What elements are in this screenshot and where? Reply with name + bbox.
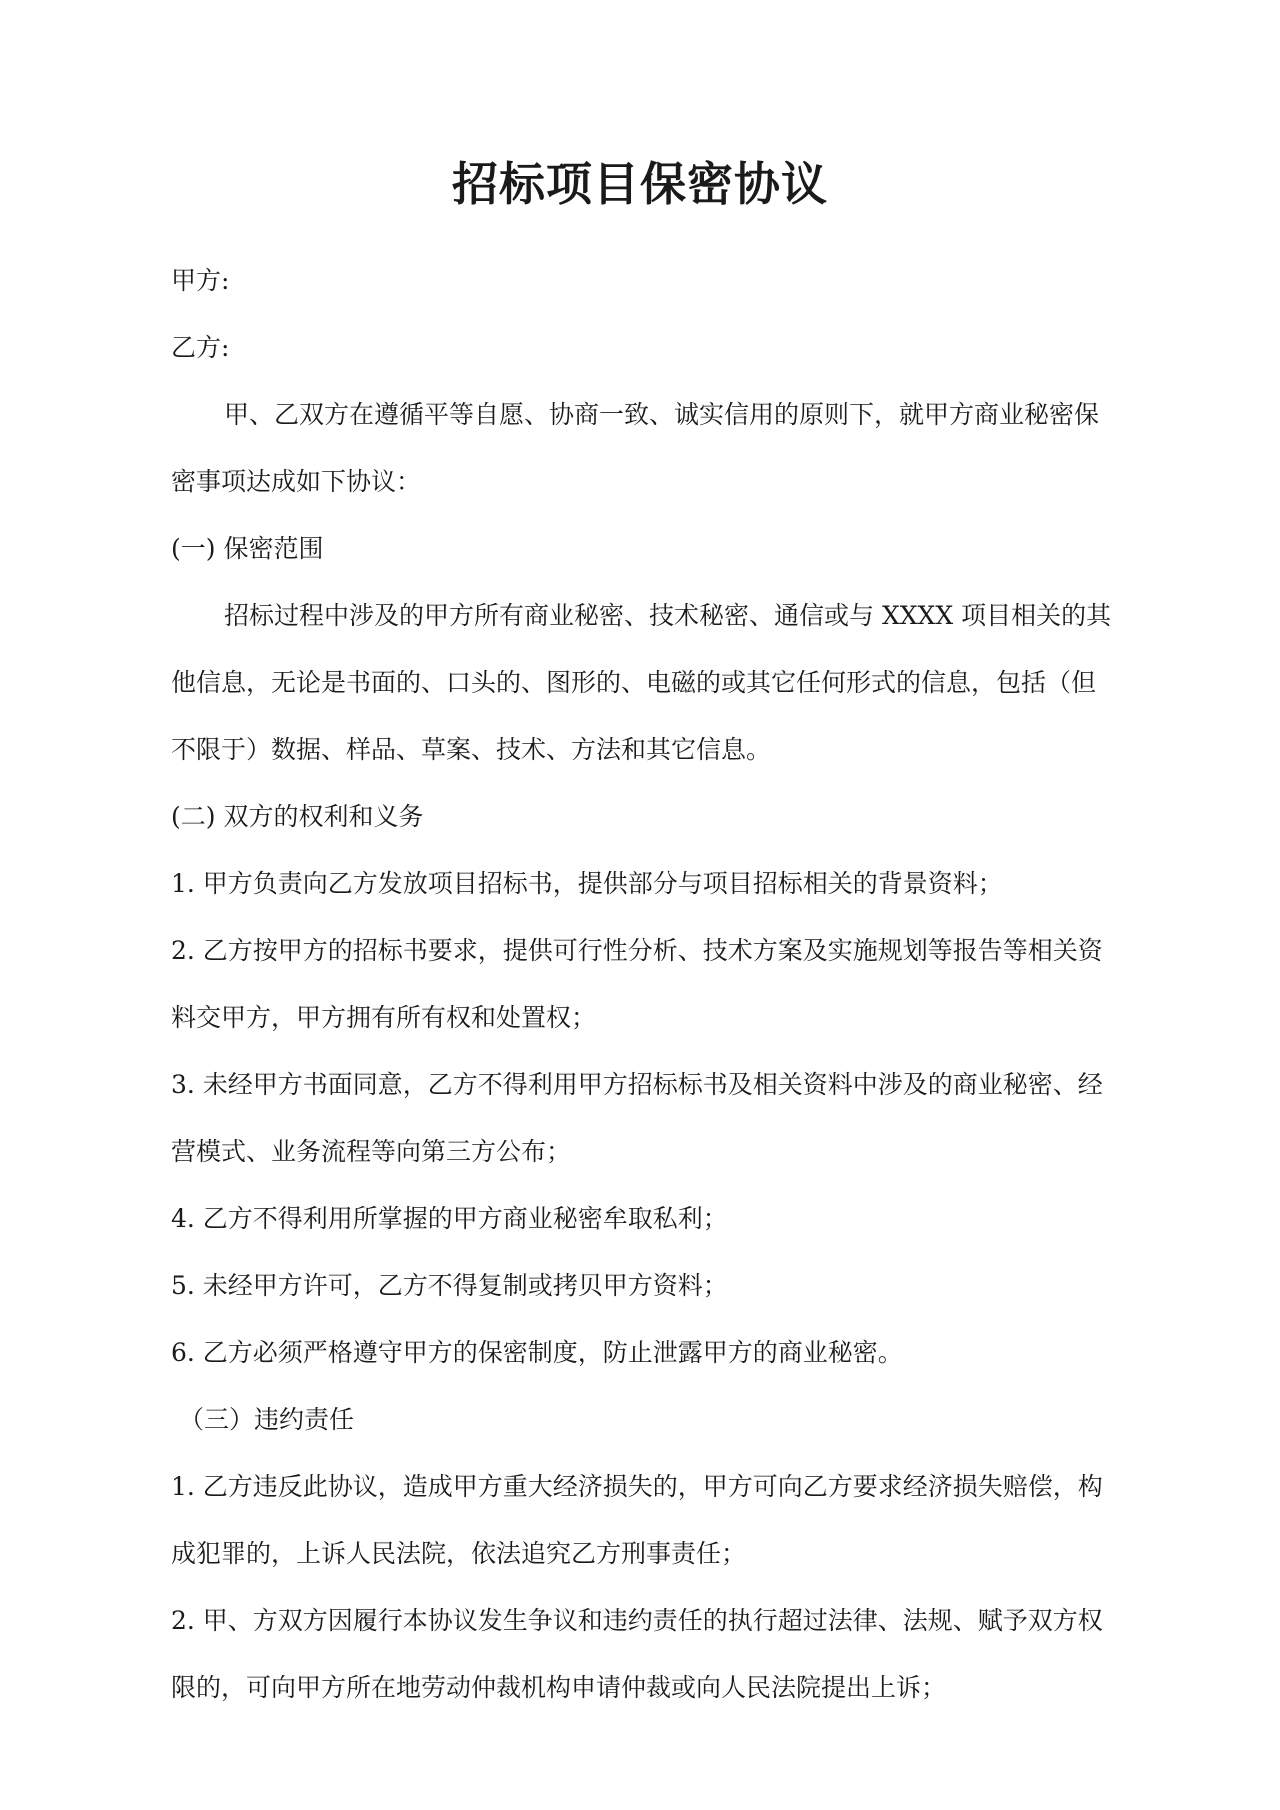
section-3-item-1-line-2: 成犯罪的，上诉人民法院，依法追究乙方刑事责任；: [171, 1539, 747, 1568]
preamble-line-2: 密事项达成如下协议：: [171, 467, 422, 496]
section-1-line-3: 不限于）数据、样品、草案、技术、方法和其它信息。: [171, 735, 772, 764]
section-3-item-2-line-1: 2. 甲、方双方因履行本协议发生争议和违约责任的执行超过法律、法规、赋予双方权: [171, 1606, 1103, 1635]
section-3-item-2-line-2: 限的，可向甲方所在地劳动仲裁机构申请仲裁或向人民法院提出上诉；: [171, 1673, 947, 1702]
section-2-item-3-line-2: 营模式、业务流程等向第三方公布；: [171, 1137, 572, 1166]
party-a-line: 甲方:: [171, 266, 230, 295]
section-2-item-1: 1. 甲方负责向乙方发放项目招标书，提供部分与项目招标相关的背景资料；: [171, 869, 1003, 898]
section-3-heading: （三）违约责任: [179, 1405, 355, 1434]
section-1-heading: (一) 保密范围: [171, 534, 324, 563]
section-1-line-2: 他信息，无论是书面的、口头的、图形的、电磁的或其它任何形式的信息，包括（但: [171, 668, 1097, 697]
section-2-item-3-line-1: 3. 未经甲方书面同意，乙方不得利用甲方招标标书及相关资料中涉及的商业秘密、经: [171, 1070, 1103, 1099]
section-2-item-6: 6. 乙方必须严格遵守甲方的保密制度，防止泄露甲方的商业秘密。: [171, 1338, 903, 1367]
preamble-line-1: 甲、乙双方在遵循平等自愿、协商一致、诚实信用的原则下，就甲方商业秘密保: [224, 400, 1100, 429]
section-1-line-1: 招标过程中涉及的甲方所有商业秘密、技术秘密、通信或与 XXXX 项目相关的其: [224, 601, 1112, 630]
section-3-item-1-line-1: 1. 乙方违反此协议，造成甲方重大经济损失的，甲方可向乙方要求经济损失赔偿，构: [171, 1472, 1103, 1501]
section-2-item-2-line-2: 料交甲方，甲方拥有所有权和处置权；: [171, 1003, 597, 1032]
section-2-item-5: 5. 未经甲方许可，乙方不得复制或拷贝甲方资料；: [171, 1271, 728, 1300]
party-b-line: 乙方:: [171, 333, 230, 362]
section-2-item-2-line-1: 2. 乙方按甲方的招标书要求，提供可行性分析、技术方案及实施规划等报告等相关资: [171, 936, 1103, 965]
document-body: [171, 247, 1131, 1721]
section-2-item-4: 4. 乙方不得利用所掌握的甲方商业秘密牟取私利；: [171, 1204, 728, 1233]
document-title: 招标项目保密协议: [452, 157, 828, 211]
section-2-heading: (二) 双方的权利和义务: [171, 802, 424, 831]
